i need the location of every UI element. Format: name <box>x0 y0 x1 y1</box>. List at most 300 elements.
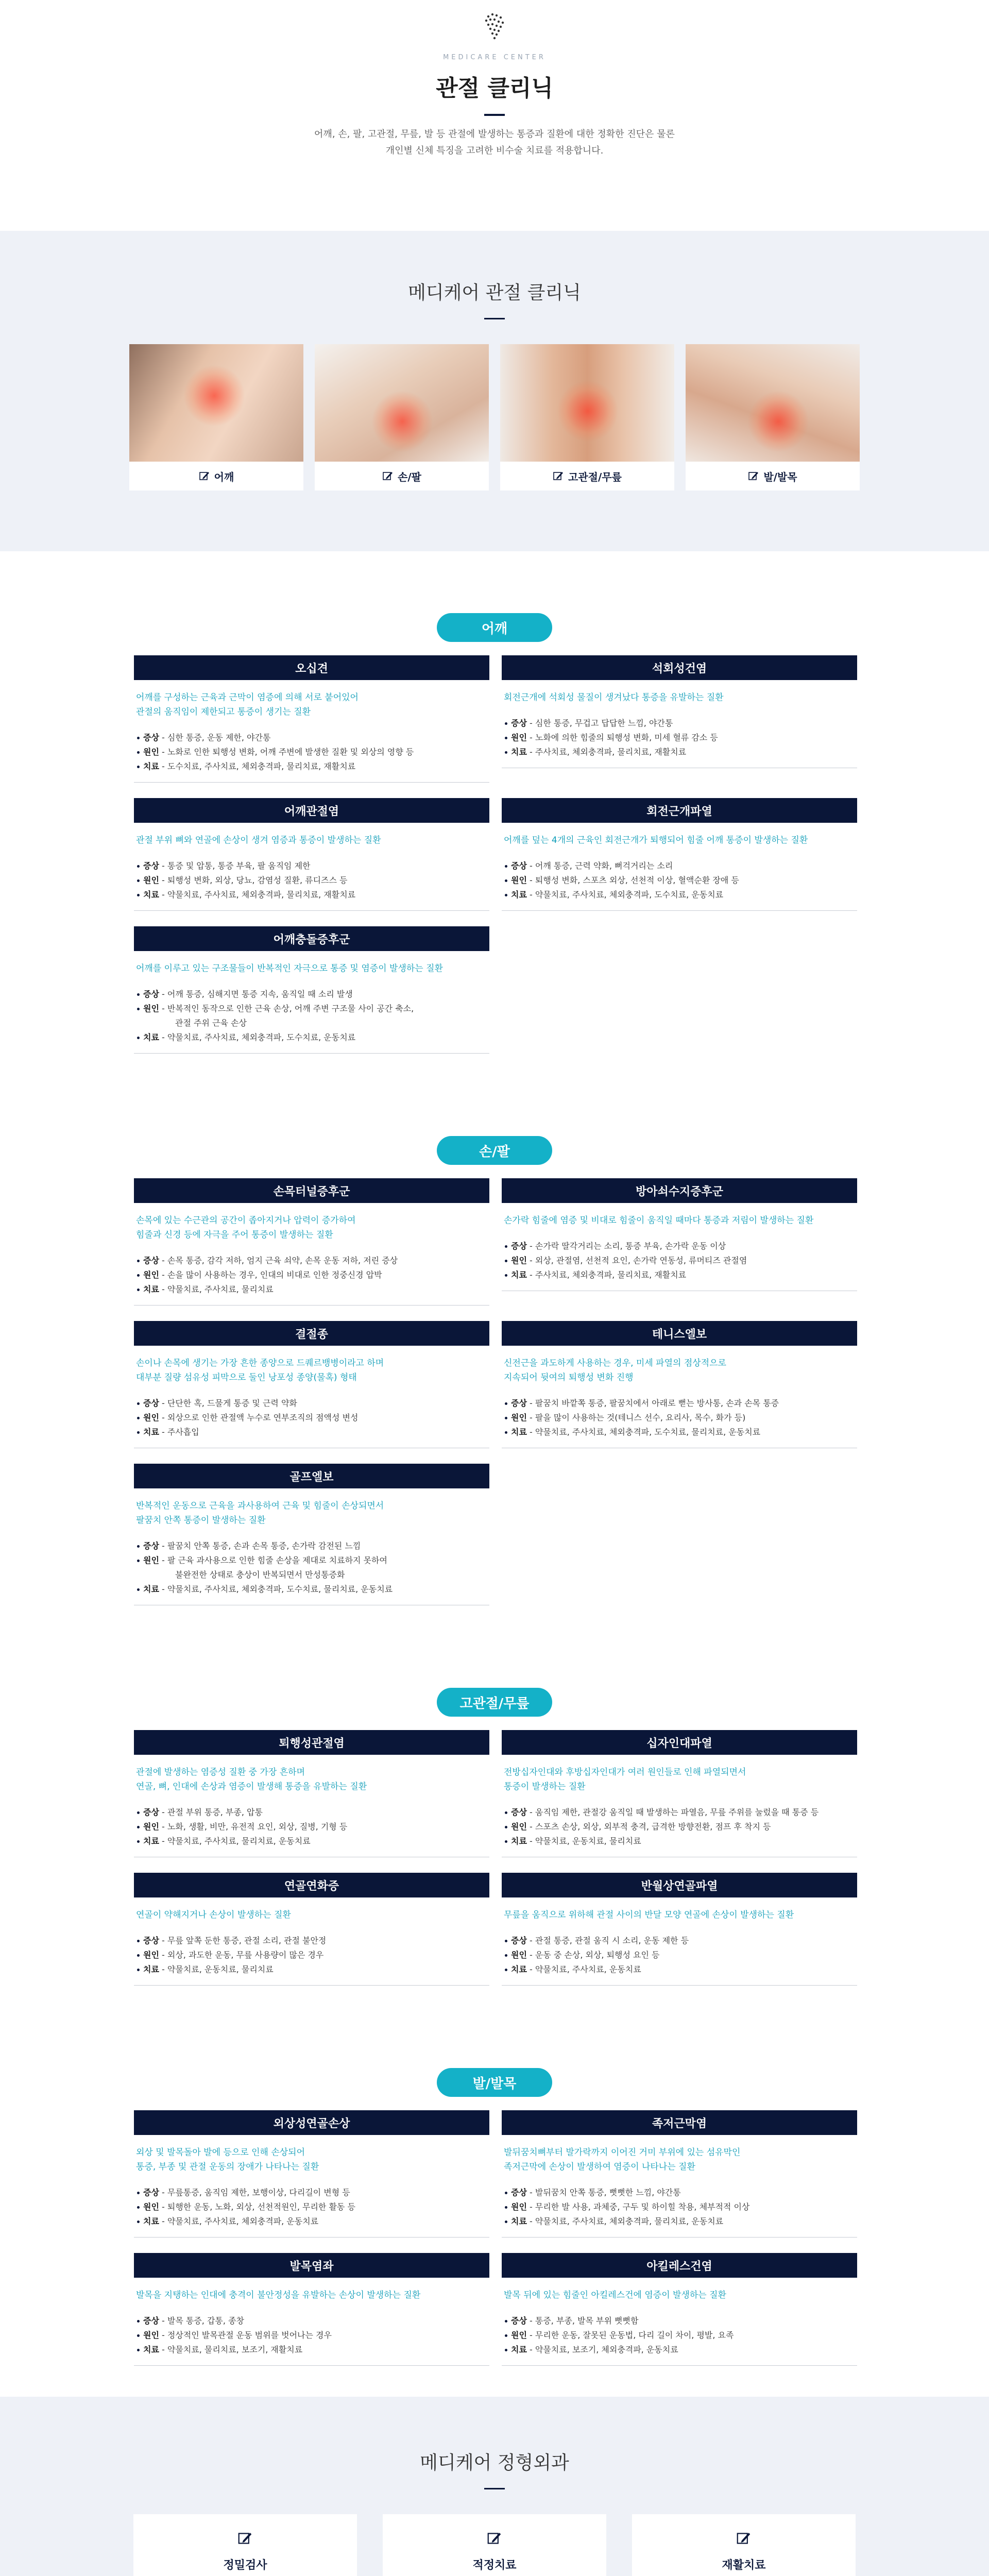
disease-detail-row <box>504 2328 857 2343</box>
pen-icon <box>736 2531 752 2546</box>
detail-value: - 어깨 통증, 심해지면 통증 지속, 움직일 때 소리 발생 <box>159 989 353 999</box>
detail-value: - 약물치료, 보조기, 체외충격파, 운동치료 <box>526 2345 678 2354</box>
disease-intro-line: 통증, 부종 및 관절 운동의 장애가 나타나는 질환 <box>136 2162 319 2172</box>
detail-key: 증상 <box>511 1398 527 1408</box>
disease-grid <box>134 2110 855 2381</box>
detail-value: - 약물치료, 운동치료, 물리치료 <box>526 1836 641 1846</box>
ortho-card-title: 정밀검사 <box>223 2559 267 2572</box>
clinic-card-caption <box>129 462 303 490</box>
disease-name: 퇴행성관절염 <box>134 1730 489 1755</box>
detail-value: - 약물치료, 주사치료, 체외충격파, 도수치료, 물리치료, 운동치료 <box>159 1584 393 1594</box>
disease-intro-line: 관절의 움직임이 제한되고 통증이 생기는 질환 <box>136 707 311 717</box>
disease-name: 석회성건염 <box>502 655 857 680</box>
disease-section <box>134 2001 855 2381</box>
ortho-card-rehab <box>632 2514 856 2576</box>
detail-value: - 주사치료, 체외충격파, 물리치료, 재활치료 <box>526 747 687 757</box>
disease-details <box>134 2304 489 2366</box>
detail-key: 증상 <box>143 2188 159 2197</box>
disease-intro-line: 신전근을 과도하게 사용하는 경우, 미세 파열의 점상적으로 <box>504 1358 726 1368</box>
disease-name: 연골연화증 <box>134 1873 489 1897</box>
disease-name: 결절종 <box>134 1321 489 1346</box>
detail-value: - 팔 근육 과사용으로 인한 힘줄 손상을 제대로 치료하지 못하여 <box>159 1555 387 1565</box>
disease-intro <box>502 1908 857 1922</box>
disease-intro <box>134 1213 489 1242</box>
hip-knee-photo <box>500 344 674 462</box>
disease-name: 아킬레스건염 <box>502 2253 857 2278</box>
disease-details <box>134 1387 489 1448</box>
disease-name: 손목터널증후군 <box>134 1178 489 1203</box>
disease-details <box>134 1244 489 1306</box>
disease-detail-row <box>136 1411 489 1425</box>
disease-name: 방아쇠수지증후군 <box>502 1178 857 1203</box>
disease-intro <box>134 833 489 848</box>
detail-value: - 외상으로 인한 관절액 누수로 연부조직의 점액성 변성 <box>159 1413 359 1422</box>
detail-value: - 손가락 딸각거리는 소리, 통증 부육, 손가락 운동 이상 <box>526 1241 726 1251</box>
medicare-logo-icon <box>479 10 510 41</box>
clinic-card-hip-knee[interactable] <box>500 344 674 490</box>
disease-details <box>134 1530 489 1605</box>
disease-intro <box>502 1213 857 1228</box>
detail-key: 증상 <box>511 1936 527 1945</box>
disease-detail-row <box>136 873 489 888</box>
disease-detail-row <box>136 1030 489 1045</box>
detail-value: - 외상, 관절염, 선천적 요인, 손가락 연동성, 류머티즈 관절염 <box>526 1256 747 1265</box>
detail-key: 원인 <box>143 1270 159 1280</box>
detail-key: 원인 <box>511 1822 527 1832</box>
disease-section <box>134 551 855 1069</box>
disease-detail-row <box>136 1539 489 1553</box>
disease-card <box>134 1321 489 1464</box>
detail-key: 원인 <box>511 1413 527 1422</box>
disease-intro-line: 회전근개에 석회성 물질이 생겨났다 통증을 유발하는 질환 <box>504 692 724 703</box>
disease-detail-row <box>136 1805 489 1820</box>
disease-name: 외상성연골손상 <box>134 2110 489 2135</box>
clinic-card-hand-arm[interactable] <box>315 344 489 490</box>
detail-key: 치료 <box>511 1964 527 1974</box>
section-pill: 손/팔 <box>437 1136 552 1165</box>
detail-value: - 약물치료, 물리치료, 보조기, 재활치료 <box>159 2345 303 2354</box>
disease-details <box>134 978 489 1054</box>
disease-section <box>134 1069 855 1621</box>
disease-intro-line: 힘줄과 신경 등에 자극을 주어 통증이 발생하는 질환 <box>136 1230 333 1240</box>
disease-intro-line: 연골, 뼈, 인대에 손상과 염증이 발생해 통증을 유발하는 질환 <box>136 1782 367 1792</box>
disease-detail-row <box>504 888 857 902</box>
disease-intro-line: 발목을 지탱하는 인대에 충격이 불안정성을 유발하는 손상이 발생하는 질환 <box>136 2290 421 2300</box>
detail-key: 증상 <box>511 718 527 728</box>
detail-value: - 심한 통증, 운동 제한, 야간통 <box>159 733 271 742</box>
clinic-cards <box>0 344 989 490</box>
disease-name: 십자인대파열 <box>502 1730 857 1755</box>
disease-intro-line: 관절 부위 뼈와 연골에 손상이 생겨 염증과 통증이 발생하는 질환 <box>136 835 381 845</box>
disease-intro <box>134 2288 489 2302</box>
clinic-card-label: 어깨 <box>214 470 234 483</box>
disease-name: 회전근개파열 <box>502 798 857 823</box>
disease-card <box>502 1178 857 1321</box>
detail-key: 치료 <box>511 747 527 757</box>
detail-key: 증상 <box>143 1256 159 1265</box>
detail-key: 원인 <box>143 875 159 885</box>
detail-value: - 도수치료, 주사치료, 체외충격파, 물리치료, 재활치료 <box>159 761 356 771</box>
disease-card <box>134 655 489 798</box>
disease-name: 골프엘보 <box>134 1464 489 1488</box>
detail-key: 증상 <box>143 1936 159 1945</box>
disease-detail-row <box>504 716 857 731</box>
detail-key: 원인 <box>511 733 527 742</box>
ortho-card-treatment <box>383 2514 606 2576</box>
clinic-section <box>0 231 989 551</box>
detail-value: - 반복적인 동작으로 인한 근육 손상, 어깨 주변 구조물 사이 공간 축소, <box>159 1004 414 1013</box>
disease-detail-row <box>136 1282 489 1297</box>
title-divider <box>484 114 505 116</box>
detail-value: - 외상, 과도한 운동, 무릎 사용량이 많은 경우 <box>159 1950 324 1960</box>
disease-grid <box>134 1178 855 1621</box>
disease-intro <box>134 1356 489 1385</box>
disease-card <box>134 1730 489 1873</box>
detail-value: - 주사치료, 체외충격파, 물리치료, 재활치료 <box>526 1270 687 1280</box>
disease-detail-row <box>504 1934 857 1948</box>
disease-detail-row <box>136 731 489 745</box>
disease-intro <box>502 833 857 848</box>
detail-value: - 발목 통증, 갑통, 종창 <box>159 2316 244 2326</box>
disease-details <box>134 1796 489 1857</box>
disease-detail-row <box>504 1268 857 1282</box>
detail-value: - 단단한 혹, 드물게 통증 및 근력 약화 <box>159 1398 297 1408</box>
disease-intro-line: 외상 및 발목돌아 발에 등으로 인해 손상되어 <box>136 2147 305 2158</box>
disease-intro-line: 팔꿈치 안쪽 통증이 발생하는 질환 <box>136 1515 266 1526</box>
detail-key: 증상 <box>511 1807 527 1817</box>
disease-detail-row <box>136 2314 489 2328</box>
page-title: 관절 클리닉 <box>436 75 553 101</box>
detail-value: - 팔꿈치 바깥쪽 통증, 팔꿈치에서 아래로 뻗는 방사통, 손과 손목 통증 <box>526 1398 779 1408</box>
pen-icon <box>382 470 394 482</box>
disease-grid <box>134 1730 855 2001</box>
disease-details <box>134 1924 489 1986</box>
disease-details <box>502 1230 857 1291</box>
disease-detail-row <box>136 2328 489 2343</box>
detail-key: 원인 <box>511 875 527 885</box>
disease-name: 족저근막염 <box>502 2110 857 2135</box>
disease-intro <box>502 1765 857 1794</box>
section-pill: 발/발목 <box>437 2068 552 2097</box>
detail-value: - 발뒤꿈치 안쪽 통증, 뻣뻣한 느낌, 야간통 <box>526 2188 681 2197</box>
detail-key: 치료 <box>143 2345 159 2354</box>
disease-detail-row <box>136 759 489 774</box>
disease-detail-row <box>504 2200 857 2214</box>
disease-detail-row <box>136 1553 489 1568</box>
disease-detail-row <box>504 1253 857 1268</box>
disease-name: 어깨충돌증후군 <box>134 926 489 951</box>
disease-card <box>502 2253 857 2381</box>
detail-value: - 무릎통증, 움직임 제한, 보행이상, 다리길이 변형 등 <box>159 2188 350 2197</box>
disease-card <box>502 1730 857 1873</box>
disease-detail-row <box>136 1002 489 1016</box>
disease-detail-row <box>136 1834 489 1849</box>
detail-key: 치료 <box>143 2216 159 2226</box>
detail-value: - 관절 부위 통증, 부종, 압통 <box>159 1807 263 1817</box>
disease-intro-line: 어깨를 덮는 4개의 근육인 회전근개가 퇴행되어 힘줄 어깨 통증이 발생하는 질환 <box>504 835 808 845</box>
detail-key: 치료 <box>143 1032 159 1042</box>
disease-name: 테니스엘보 <box>502 1321 857 1346</box>
detail-key: 원인 <box>511 1950 527 1960</box>
disease-detail-row <box>504 859 857 873</box>
disease-details <box>502 1387 857 1448</box>
disease-detail-row <box>136 1568 489 1582</box>
disease-detail-row <box>504 1962 857 1977</box>
disease-section <box>134 1621 855 2001</box>
detail-key: 원인 <box>511 2330 527 2340</box>
detail-value: - 주사흡입 <box>159 1427 199 1437</box>
detail-value: - 어깨 통증, 근력 약화, 뻐걱거리는 소리 <box>526 861 673 871</box>
disease-detail-row <box>136 1962 489 1977</box>
disease-intro <box>134 1908 489 1922</box>
detail-key: 원인 <box>143 2330 159 2340</box>
disease-intro-line: 발뒤꿈치뼈부터 발가락까지 이어진 거미 부위에 있는 섬유막인 <box>504 2147 741 2158</box>
disease-detail-row <box>136 2185 489 2200</box>
disease-card <box>134 926 489 1069</box>
detail-key: 치료 <box>511 1836 527 1846</box>
pen-icon <box>237 2531 253 2546</box>
detail-value: - 스포츠 손상, 외상, 외부적 충격, 급격한 방향전환, 점프 후 착지 등 <box>526 1822 771 1832</box>
detail-value: - 통증 및 압통, 통증 부육, 팔 움직임 제한 <box>159 861 311 871</box>
disease-detail-row <box>136 1582 489 1597</box>
disease-details <box>502 2304 857 2366</box>
pen-icon <box>487 2531 502 2546</box>
detail-key: 증상 <box>511 1241 527 1251</box>
detail-value: - 약물치료, 주사치료, 체외충격파, 물리치료, 운동치료 <box>526 2216 724 2226</box>
disease-intro <box>502 1356 857 1385</box>
detail-value: - 노화, 생활, 비만, 유전적 요인, 외상, 질병, 기형 등 <box>159 1822 348 1832</box>
disease-detail-row <box>504 2214 857 2229</box>
shoulder-photo <box>129 344 303 462</box>
detail-key: 치료 <box>511 2216 527 2226</box>
detail-key: 증상 <box>143 2316 159 2326</box>
disease-detail-row <box>504 745 857 759</box>
clinic-card-caption <box>315 462 489 490</box>
disease-intro-line: 발목 뒤에 있는 힘줄인 아킬레스건에 염증이 발생하는 질환 <box>504 2290 726 2300</box>
foot-ankle-photo <box>686 344 860 462</box>
disease-intro <box>134 2145 489 2174</box>
disease-intro <box>134 1499 489 1528</box>
disease-grid <box>134 655 855 1069</box>
disease-card <box>502 1873 857 2001</box>
disease-card <box>134 2110 489 2253</box>
disease-intro-line: 연골이 약해지거나 손상이 발생하는 질환 <box>136 1910 291 1920</box>
detail-key: 증상 <box>143 733 159 742</box>
hero-eng-label: MEDICARE CENTER <box>443 54 546 61</box>
detail-value: - 약물치료, 주사치료, 운동치료 <box>526 1964 641 1974</box>
disease-detail-row <box>136 1268 489 1282</box>
detail-key: 증상 <box>143 861 159 871</box>
disease-intro-line: 반복적인 운동으로 근육을 과사용하여 근육 및 힘줄이 손상되면서 <box>136 1501 384 1511</box>
section-pill: 고관절/무릎 <box>437 1688 552 1717</box>
disease-intro <box>502 2288 857 2302</box>
disease-card <box>502 798 857 926</box>
disease-intro-line: 손가락 힘줄에 염증 및 비대로 힘줄이 움직일 때마다 통증과 저림이 발생하는 질환 <box>504 1215 814 1226</box>
detail-key: 증상 <box>143 1807 159 1817</box>
detail-key: 치료 <box>511 2345 527 2354</box>
detail-value: - 무리한 운동, 잘못된 운동법, 다리 길이 차이, 평발, 요족 <box>526 2330 734 2340</box>
clinic-card-caption <box>500 462 674 490</box>
disease-intro-line: 대부분 질량 섬유성 피막으로 둘인 낭포성 종양(물혹) 형태 <box>136 1372 357 1383</box>
disease-intro-line: 관절에 발생하는 염증성 질환 중 가장 흔하며 <box>136 1767 305 1777</box>
detail-value: - 퇴행성 변화, 외상, 당뇨, 감염성 질환, 류디즈스 등 <box>159 875 348 885</box>
disease-intro-line: 손목에 있는 수근관의 공간이 좁아지거나 압력이 증가하여 <box>136 1215 356 1226</box>
disease-detail-row <box>504 731 857 745</box>
disease-detail-row <box>136 1934 489 1948</box>
disease-details <box>502 2176 857 2238</box>
disease-intro-line: 손이나 손목에 생기는 가장 흔한 종양으로 드퀘르뱅병이라고 하며 <box>136 1358 384 1368</box>
detail-key: 원인 <box>511 2202 527 2212</box>
disease-card <box>134 1464 489 1621</box>
disease-detail-row <box>136 1253 489 1268</box>
disease-detail-row <box>136 2200 489 2214</box>
disease-detail-row <box>504 2185 857 2200</box>
detail-key: 치료 <box>143 1964 159 1974</box>
detail-value: - 퇴행한 운동, 노화, 외상, 선천적원인, 무리한 활동 등 <box>159 2202 355 2212</box>
detail-key: 원인 <box>143 1413 159 1422</box>
disease-detail-row <box>504 1820 857 1834</box>
disease-card <box>502 1321 857 1464</box>
disease-detail-row <box>136 888 489 902</box>
disease-intro <box>502 690 857 705</box>
detail-key: 치료 <box>511 1270 527 1280</box>
detail-value: - 팔꿈치 안쪽 통증, 손과 손목 통증, 손가락 감전된 느낌 <box>159 1541 361 1551</box>
clinic-divider <box>484 318 505 319</box>
disease-detail-row <box>504 2343 857 2357</box>
detail-value: - 퇴행성 변화, 스포츠 외상, 선천적 이상, 혈액순환 장애 등 <box>526 875 739 885</box>
disease-details <box>502 707 857 768</box>
disease-card <box>134 2253 489 2381</box>
detail-key: 원인 <box>143 1950 159 1960</box>
detail-value: - 팔을 많이 사용하는 것(테니스 선수, 요리사, 목수, 화가 등) <box>526 1413 746 1422</box>
clinic-title: 메디케어 관절 클리닉 <box>408 282 581 303</box>
detail-key: 원인 <box>143 747 159 757</box>
disease-intro-line: 통증이 발생하는 질환 <box>504 1782 586 1792</box>
disease-intro <box>134 961 489 976</box>
detail-value: 관절 주위 근육 손상 <box>175 1018 247 1028</box>
detail-key: 치료 <box>143 1427 159 1437</box>
disease-intro <box>134 690 489 719</box>
detail-value: - 정상적인 발목관절 운동 범위를 벗어나는 경우 <box>159 2330 332 2340</box>
hero-section <box>0 0 989 231</box>
disease-detail-row <box>504 1805 857 1820</box>
hero-desc-line1: 어깨, 손, 팔, 고관절, 무릎, 발 등 관절에 발생하는 통증과 질환에 대한 정확한 진단은 물론 <box>314 129 675 140</box>
pen-icon <box>748 470 759 482</box>
detail-key: 원인 <box>143 1004 159 1013</box>
disease-card <box>134 1873 489 2001</box>
detail-key: 증상 <box>511 861 527 871</box>
disease-intro-line: 지속되어 뒷여의 퇴행성 변화 진행 <box>504 1372 634 1383</box>
disease-detail-row <box>136 1425 489 1439</box>
detail-value: - 관절 통증, 관절 움직 시 소리, 운동 제한 등 <box>526 1936 689 1945</box>
disease-name: 반월상연골파열 <box>502 1873 857 1897</box>
detail-key: 증상 <box>143 1398 159 1408</box>
disease-details <box>502 1924 857 1986</box>
disease-detail-row <box>504 873 857 888</box>
detail-key: 증상 <box>511 2188 527 2197</box>
disease-details <box>502 850 857 911</box>
disease-name: 어깨관절염 <box>134 798 489 823</box>
disease-card <box>134 798 489 926</box>
disease-intro-line: 무릎을 움직으로 위하해 관절 사이의 반달 모양 연골에 손상이 발생하는 질환 <box>504 1910 794 1920</box>
detail-key: 치료 <box>143 761 159 771</box>
disease-detail-row <box>136 2214 489 2229</box>
disease-detail-row <box>136 2343 489 2357</box>
disease-intro-line: 어깨를 이루고 있는 구조물들이 반복적인 자극으로 통증 및 염증이 발생하는 질환 <box>136 963 443 974</box>
disease-detail-row <box>136 1820 489 1834</box>
clinic-card-shoulder[interactable] <box>129 344 303 490</box>
disease-detail-row <box>504 2314 857 2328</box>
clinic-card-foot-ankle[interactable] <box>686 344 860 490</box>
detail-key: 치료 <box>511 890 527 900</box>
detail-value: - 심한 통증, 무겁고 답답한 느낌, 야간통 <box>526 718 673 728</box>
clinic-card-label: 발/발목 <box>763 470 797 483</box>
hand-arm-photo <box>315 344 489 462</box>
detail-value: - 노화로 인한 퇴행성 변화, 어깨 주변에 발생한 질환 및 외상의 영향 등 <box>159 747 414 757</box>
disease-intro-line: 족저근막에 손상이 발생하여 염증이 나타나는 질환 <box>504 2162 695 2172</box>
ortho-card-exam <box>133 2514 357 2576</box>
detail-key: 치료 <box>511 1427 527 1437</box>
clinic-card-label: 손/팔 <box>398 470 421 483</box>
detail-key: 원인 <box>143 1555 159 1565</box>
detail-value: 불완전한 상태로 충상이 반복되면서 만성통증화 <box>175 1570 345 1580</box>
detail-key: 증상 <box>143 989 159 999</box>
disease-intro-line: 어깨를 구성하는 근육과 근막이 염증에 의해 서로 붙어있어 <box>136 692 359 703</box>
detail-value: - 움직임 제한, 관절강 움직일 때 발생하는 파열음, 무릎 주위를 눌렀을 때 통증 등 <box>526 1807 819 1817</box>
detail-value: - 통증, 부종, 발목 부위 뻣뻣함 <box>526 2316 639 2326</box>
detail-key: 증상 <box>511 2316 527 2326</box>
detail-value: - 약물치료, 주사치료, 체외충격파, 도수치료, 운동치료 <box>159 1032 356 1042</box>
ortho-divider <box>484 2488 505 2489</box>
detail-key: 원인 <box>143 2202 159 2212</box>
detail-value: - 약물치료, 주사치료, 체외충격파, 도수치료, 운동치료 <box>526 890 724 900</box>
disease-detail-row <box>136 1396 489 1411</box>
disease-details <box>134 850 489 911</box>
detail-value: - 운동 중 손상, 외상, 퇴행성 요인 등 <box>526 1950 660 1960</box>
detail-value: - 손을 많이 사용하는 경우, 인대의 비대로 인한 정중신경 압박 <box>159 1270 382 1280</box>
clinic-card-caption <box>686 462 860 490</box>
detail-value: - 약물치료, 주사치료, 물리치료, 운동치료 <box>159 1836 311 1846</box>
detail-key: 증상 <box>143 1541 159 1551</box>
disease-detail-row <box>136 987 489 1002</box>
ortho-title: 메디케어 정형외과 <box>420 2452 569 2473</box>
detail-value: - 무릎 앞쪽 둔한 통증, 관절 소리, 관절 불안정 <box>159 1936 327 1945</box>
pen-icon <box>199 470 210 482</box>
disease-detail-row <box>504 1411 857 1425</box>
disease-detail-row <box>504 1834 857 1849</box>
disease-details <box>134 2176 489 2238</box>
hero-desc-line2: 개인별 신체 특징을 고려한 비수술 치료를 적용합니다. <box>385 145 604 156</box>
ortho-cards <box>0 2514 989 2576</box>
disease-detail-row <box>504 1396 857 1411</box>
disease-details <box>502 1796 857 1857</box>
detail-key: 치료 <box>143 1284 159 1294</box>
disease-detail-row <box>136 859 489 873</box>
disease-card <box>134 1178 489 1321</box>
disease-card <box>502 2110 857 2253</box>
disease-name: 오십견 <box>134 655 489 680</box>
section-pill: 어깨 <box>437 613 552 642</box>
detail-value: - 손목 통증, 감각 저하, 엄지 근육 쇠약, 손목 운동 저하, 저린 증상 <box>159 1256 398 1265</box>
detail-key: 치료 <box>143 1584 159 1594</box>
detail-value: - 약물치료, 주사치료, 체외충격파, 운동치료 <box>159 2216 319 2226</box>
disease-sections <box>0 551 989 2381</box>
detail-value: - 약물치료, 운동치료, 물리치료 <box>159 1964 274 1974</box>
disease-card <box>502 655 857 798</box>
disease-name: 발목염좌 <box>134 2253 489 2278</box>
disease-detail-row <box>504 1239 857 1253</box>
disease-detail-row <box>136 1016 489 1030</box>
